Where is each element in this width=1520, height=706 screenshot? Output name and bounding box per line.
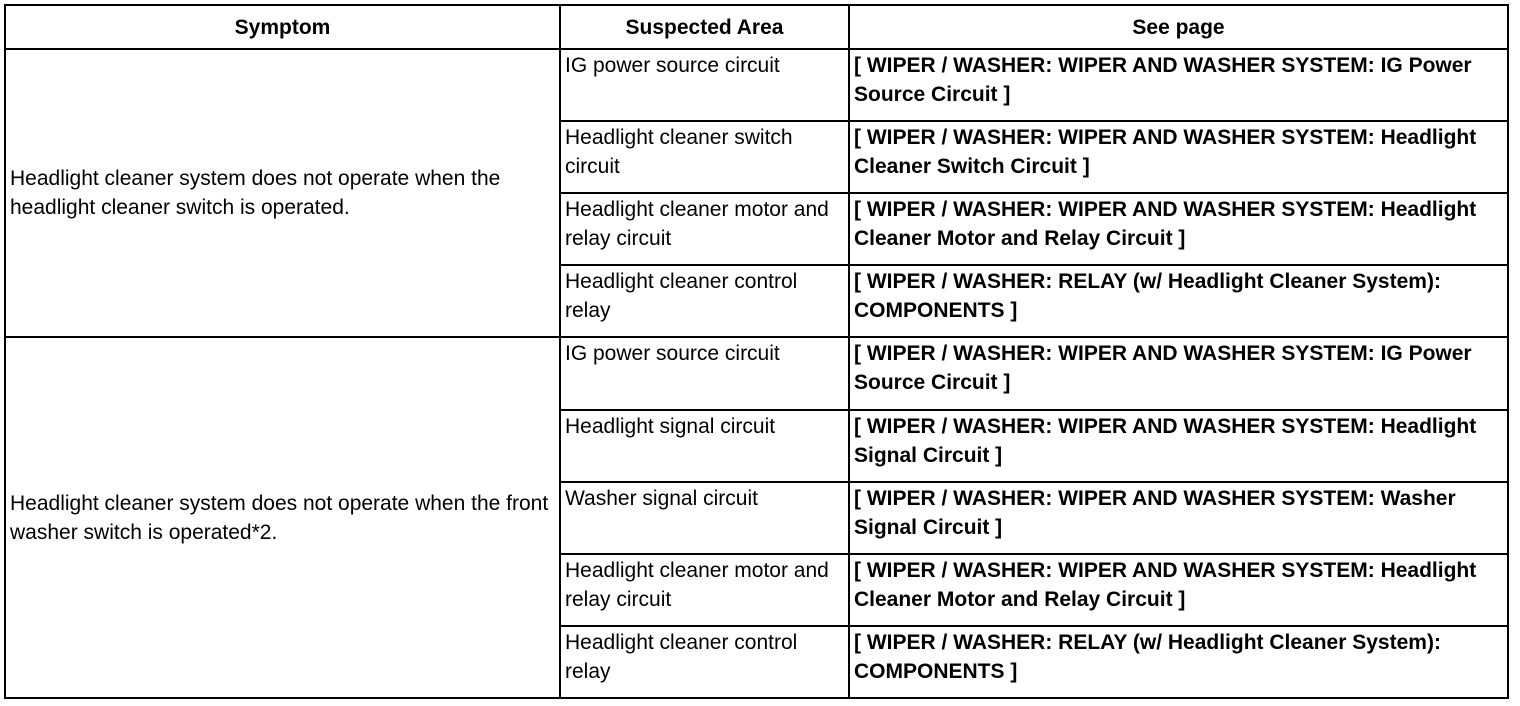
suspected-area-cell: Headlight cleaner motor and relay circuit [560,193,849,265]
see-page-link[interactable]: [ WIPER / WASHER: WIPER AND WASHER SYSTEM: Headlight Signal Circuit ] [849,410,1508,482]
suspected-area-cell: Washer signal circuit [560,482,849,554]
table-row [5,337,1508,409]
see-page-link[interactable]: [ WIPER / WASHER: RELAY (w/ Headlight Cleaner System): COMPONENTS ] [849,265,1508,337]
header-see-page: See page [849,5,1508,49]
see-page-link[interactable]: [ WIPER / WASHER: WIPER AND WASHER SYSTEM: Headlight Cleaner Motor and Relay Circuit ] [849,193,1508,265]
table-row [5,49,1508,121]
symptom-cell: Headlight cleaner system does not operate when the front washer switch is operated*2. [5,337,560,698]
see-page-link[interactable]: [ WIPER / WASHER: RELAY (w/ Headlight Cleaner System): COMPONENTS ] [849,626,1508,698]
see-page-link[interactable]: [ WIPER / WASHER: WIPER AND WASHER SYSTEM: Headlight Cleaner Switch Circuit ] [849,121,1508,193]
see-page-link[interactable]: [ WIPER / WASHER: WIPER AND WASHER SYSTEM: IG Power Source Circuit ] [849,337,1508,409]
see-page-link[interactable]: [ WIPER / WASHER: WIPER AND WASHER SYSTEM: Headlight Cleaner Motor and Relay Circuit ] [849,554,1508,626]
suspected-area-cell: Headlight cleaner control relay [560,265,849,337]
suspected-area-cell: IG power source circuit [560,337,849,409]
header-symptom: Symptom [5,5,560,49]
see-page-link[interactable]: [ WIPER / WASHER: WIPER AND WASHER SYSTEM: IG Power Source Circuit ] [849,49,1508,121]
see-page-link[interactable]: [ WIPER / WASHER: WIPER AND WASHER SYSTEM: Washer Signal Circuit ] [849,482,1508,554]
symptom-cell: Headlight cleaner system does not operate when the headlight cleaner switch is operated. [5,49,560,337]
suspected-area-cell: Headlight signal circuit [560,410,849,482]
suspected-area-cell: IG power source circuit [560,49,849,121]
suspected-area-cell: Headlight cleaner switch circuit [560,121,849,193]
header-row [5,5,1508,49]
header-suspected-area: Suspected Area [560,5,849,49]
suspected-area-cell: Headlight cleaner motor and relay circuit [560,554,849,626]
suspected-area-cell: Headlight cleaner control relay [560,626,849,698]
symptom-table [4,4,1509,699]
